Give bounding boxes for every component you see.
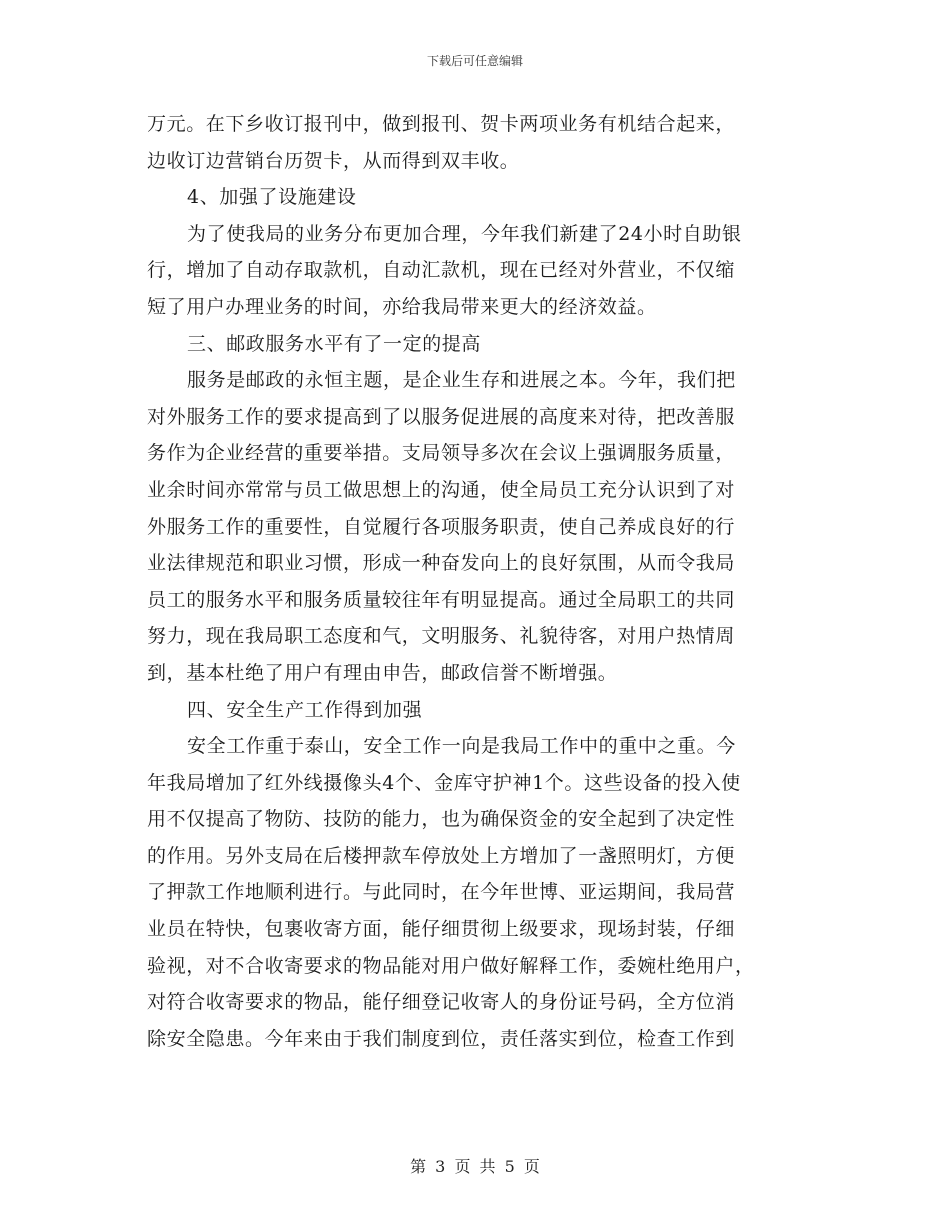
body-line: 边收订边营销台历贺卡，从而得到双丰收。	[147, 149, 520, 172]
body-line: 到，基本杜绝了用户有理由申告，邮政信誉不断增强。	[147, 661, 618, 684]
body-line: 行，增加了自动存取款机，自动汇款机，现在已经对外营业，不仅缩	[147, 259, 736, 282]
body-line: 努力，现在我局职工态度和气，文明服务、礼貌待客，对用户热情周	[147, 625, 736, 648]
section-heading: 四、安全生产工作得到加强	[187, 698, 423, 721]
body-line: 对外服务工作的要求提高到了以服务促进展的高度来对待，把改善服	[147, 405, 736, 428]
body-line: 短了用户办理业务的时间，亦给我局带来更大的经济效益。	[147, 295, 657, 318]
body-line: 业员在特快，包裹收寄方面，能仔细贯彻上级要求，现场封装，仔细	[147, 918, 736, 941]
body-line: 外服务工作的重要性，自觉履行各项服务职责，使自己养成良好的行	[147, 515, 736, 538]
body-line: 对符合收寄要求的物品，能仔细登记收寄人的身份证号码，全方位消	[147, 991, 736, 1014]
body-line: 业余时间亦常常与员工做思想上的沟通，使全局员工充分认识到了对	[147, 478, 736, 501]
body-line: 了押款工作地顺利进行。与此同时，在今年世博、亚运期间，我局营	[147, 881, 736, 904]
body-line: 万元。在下乡收订报刊中，做到报刊、贺卡两项业务有机结合起来，	[147, 113, 736, 135]
section-heading: 三、邮政服务水平有了一定的提高	[187, 332, 482, 355]
body-line: 用不仅提高了物防、技防的能力，也为确保资金的安全起到了决定性	[147, 808, 736, 831]
body-line: 业法律规范和职业习惯，形成一种奋发向上的良好氛围，从而令我局	[147, 552, 736, 575]
section-heading: 4、加强了设施建设	[187, 186, 357, 209]
body-line: 安全工作重于泰山，安全工作一向是我局工作中的重中之重。今	[187, 735, 736, 758]
body-line: 服务是邮政的永恒主题，是企业生存和进展之本。今年，我们把	[187, 369, 736, 392]
page-footer: 第 3 页 共 5 页	[410, 1157, 540, 1176]
body-line: 除安全隐患。今年来由于我们制度到位，责任落实到位，检查工作到	[147, 1027, 736, 1050]
body-line: 为了使我局的业务分布更加合理，今年我们新建了24小时自助银	[187, 222, 742, 245]
body-line: 务作为企业经营的重要举措。支局领导多次在会议上强调服务质量，	[147, 442, 736, 465]
document-body	[147, 106, 807, 1057]
body-line: 验视，对不合收寄要求的物品能对用户做好解释工作，委婉杜绝用户，	[147, 954, 755, 977]
body-line: 员工的服务水平和服务质量较往年有明显提高。通过全局职工的共同	[147, 588, 736, 611]
page-header: 下载后可任意编辑	[426, 54, 523, 68]
body-line: 年我局增加了红外线摄像头4个、金库守护神1个。这些设备的投入使	[147, 771, 741, 794]
body-line: 的作用。另外支局在后楼押款车停放处上方增加了一盏照明灯，方便	[147, 844, 736, 867]
